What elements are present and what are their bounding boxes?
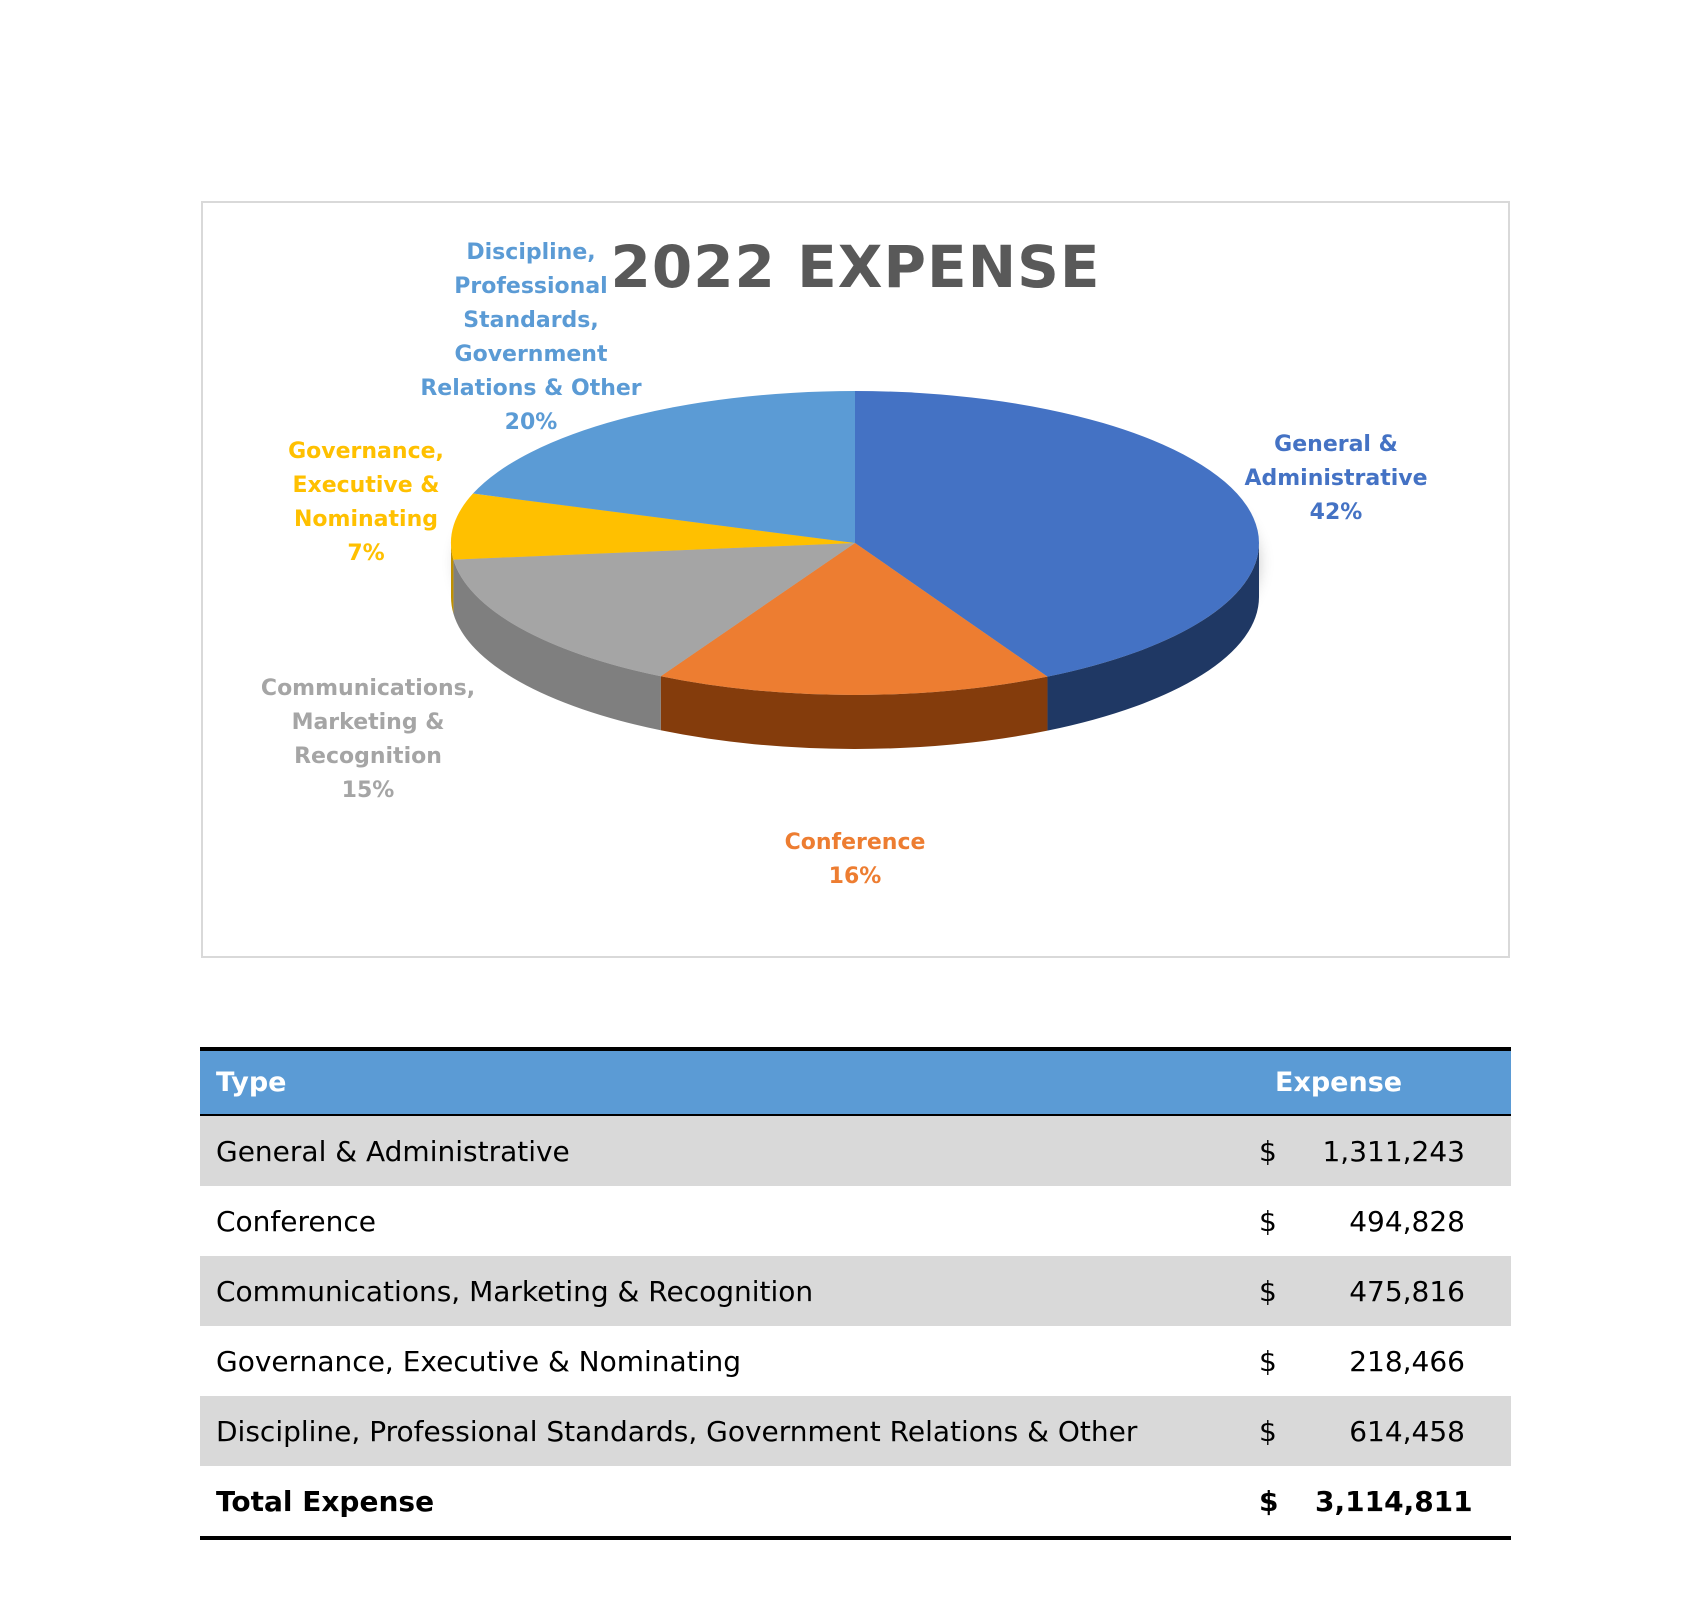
row-amount: 475,816: [1349, 1274, 1465, 1308]
row-amount: 494,828: [1349, 1204, 1465, 1238]
row-type: Governance, Executive & Nominating: [216, 1344, 741, 1378]
pie-chart-svg: [203, 203, 1508, 956]
row-currency: $: [1259, 1134, 1277, 1168]
table-row: [200, 1256, 1511, 1326]
slice-label-governance-executive: Governance, Executive & Nominating 7%: [288, 439, 444, 566]
slice-label-discipline-other: Discipline, Professional Standards, Government Relations & Other 20%: [420, 240, 642, 435]
table-header: [200, 1047, 1511, 1116]
table-row: [200, 1326, 1511, 1396]
pie-tops: [451, 391, 1259, 695]
table-row: [200, 1186, 1511, 1256]
header-type: Type: [216, 1067, 287, 1098]
table-row: [200, 1116, 1511, 1186]
row-amount: 614,458: [1349, 1414, 1465, 1448]
row-type: Discipline, Professional Standards, Government Relations & Other: [216, 1414, 1138, 1448]
row-currency: $: [1259, 1274, 1277, 1308]
row-currency: $: [1259, 1414, 1277, 1448]
header-expense: Expense: [1275, 1067, 1403, 1098]
row-currency: $: [1259, 1344, 1277, 1378]
row-type: General & Administrative: [216, 1134, 570, 1168]
expense-table: [200, 1047, 1511, 1540]
table-total-row: [200, 1466, 1511, 1540]
table-row: [200, 1396, 1511, 1466]
row-amount: 1,311,243: [1322, 1134, 1465, 1168]
chart-frame: [201, 201, 1510, 958]
chart-title: 2022 EXPENSE: [610, 233, 1101, 301]
total-amount: 3,114,811: [1315, 1484, 1473, 1518]
row-type: Conference: [216, 1204, 377, 1238]
row-type: Communications, Marketing & Recognition: [216, 1274, 814, 1308]
total-currency: $: [1259, 1484, 1279, 1518]
total-label: Total Expense: [216, 1484, 435, 1518]
row-amount: 218,466: [1349, 1344, 1465, 1378]
slice-label-general-administrative: General & Administrative 42%: [1244, 432, 1428, 525]
slice-label-communications-marketing: Communications, Marketing & Recognition 15%: [260, 676, 476, 803]
row-currency: $: [1259, 1204, 1277, 1238]
slice-label-conference: Conference 16%: [784, 830, 926, 889]
